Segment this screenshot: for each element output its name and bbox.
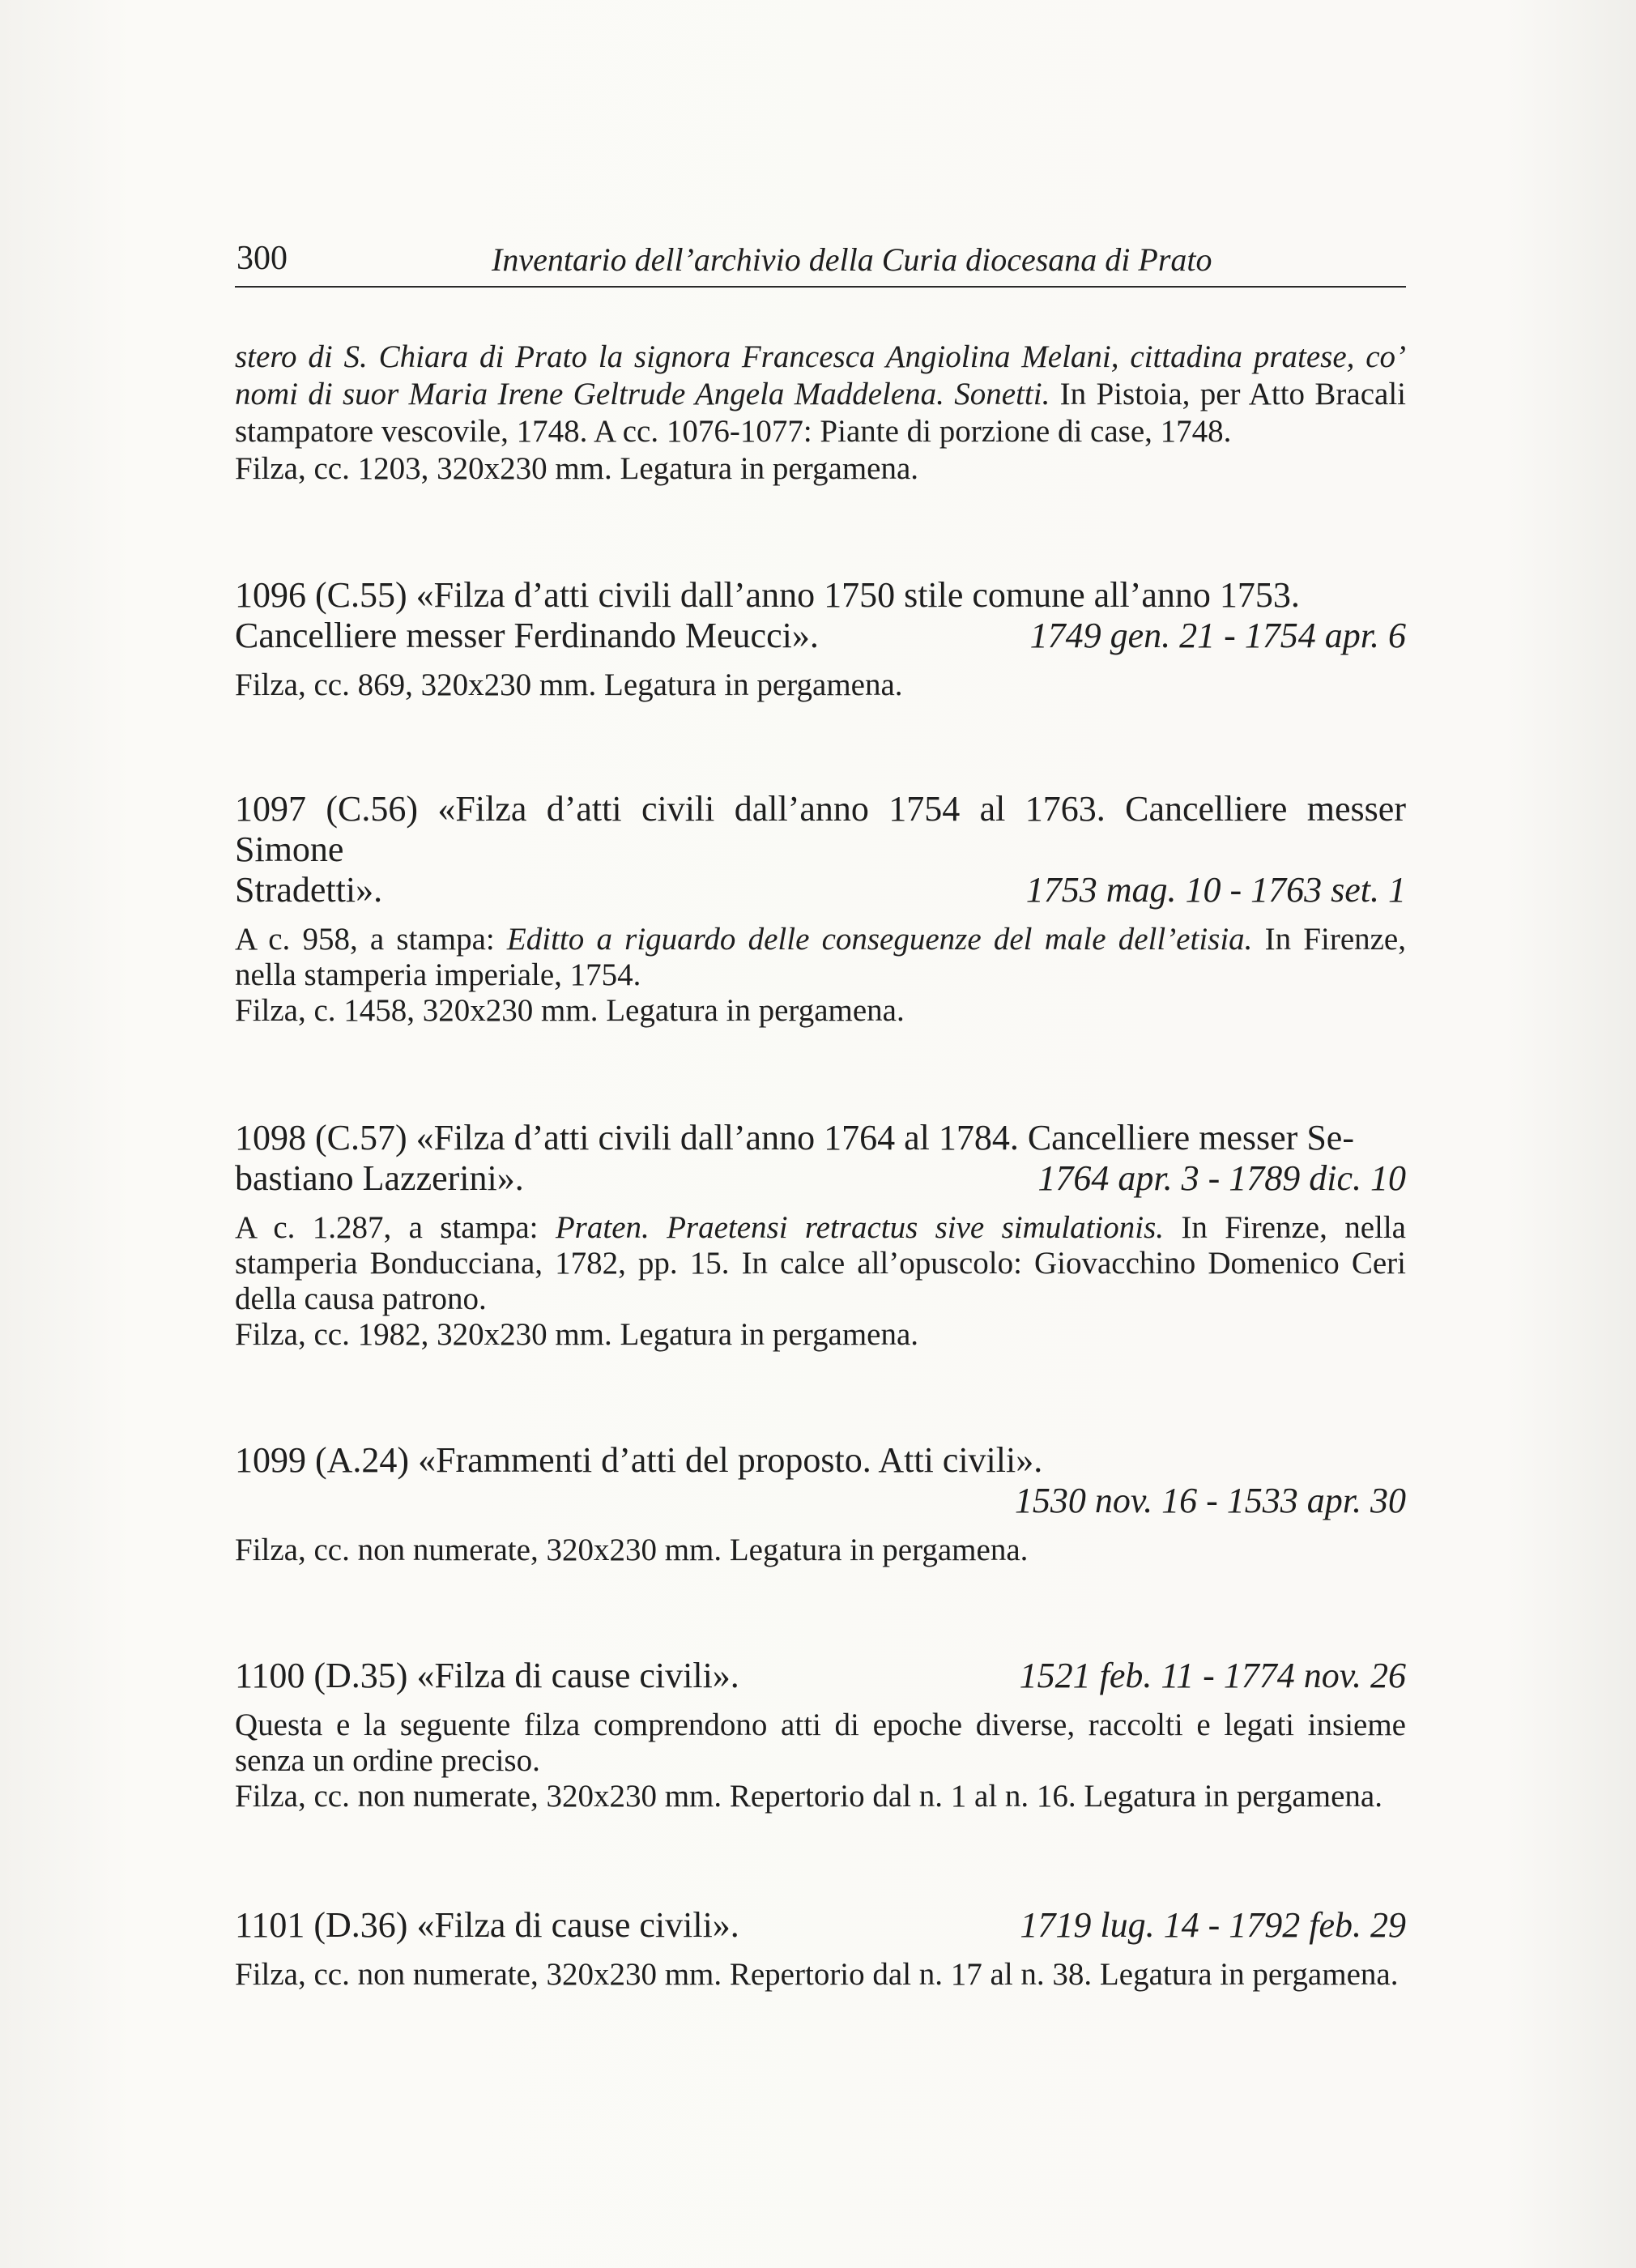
intro-filza: Filza, cc. 1203, 320x230 mm. Legatura in pergamena. — [235, 451, 919, 486]
entry-title: 1097 (C.56) «Filza d’atti civili dall’anno 1754 al 1763. Cancelliere messer Simone — [235, 789, 1406, 869]
entry-title: 1096 (C.55) «Filza d’atti civili dall’anno 1750 stile comune all’anno 1753. — [235, 575, 1300, 615]
entry-date: 1530 nov. 16 - 1533 apr. 30 — [1014, 1481, 1406, 1520]
entry-line: Filza, cc. 869, 320x230 mm. Legatura in pergamena. — [235, 667, 903, 702]
entry-stampa — [235, 1210, 1406, 1317]
entry-body — [235, 1533, 1406, 1568]
entry-date: 1521 feb. 11 - 1774 nov. 26 — [1019, 1656, 1406, 1695]
entry-1097 — [235, 789, 1406, 1029]
entry-title-last-line — [235, 1158, 1406, 1199]
stampa-pre: A c. 1.287, a stampa: — [235, 1210, 556, 1245]
stampa-title: Praten. Praetensi retractus sive simulationis. — [555, 1210, 1165, 1245]
entry-line: Filza, cc. non numerate, 320x230 mm. Legatura in pergamena. — [235, 1533, 1029, 1567]
entry-1101 — [235, 1905, 1406, 1993]
intro-paragraph — [235, 339, 1406, 450]
entry-title-end: Stradetti». — [235, 870, 383, 910]
stampa-post: In Firenze, nella stamperia imperiale, 1754. — [235, 922, 1406, 992]
running-header — [235, 239, 1406, 288]
intro-italic: stero di S. Chiara di Prato la signora Francesca Angiolina Melani, cittadina pratese, co’ nomi di suor Maria Irene Geltrude Angela Maddelena. Sonetti. — [235, 339, 1406, 411]
entry-line: Filza, cc. non numerate, 320x230 mm. Repertorio dal n. 17 al n. 38. Legatura in pergamena. — [235, 1957, 1399, 1992]
entry-line: Questa e la seguente filza comprendono atti di epoche diverse, raccolti e legati insieme senza un ordine preciso. — [235, 1707, 1406, 1778]
entry-body — [235, 1210, 1406, 1353]
running-title: Inventario dell’archivio della Curia diocesana di Prato — [492, 241, 1212, 278]
entry-title-end: Cancelliere messer Ferdinando Meucci». — [235, 616, 819, 655]
stampa-post: In Firenze, nella stamperia Bonducciana, 1782, pp. 15. In calce all’opuscolo: Giovacchino Domenico Ceri della causa patrono. — [235, 1210, 1406, 1316]
entry-date: 1749 gen. 21 - 1754 apr. 6 — [1029, 616, 1406, 655]
page-content — [235, 339, 1406, 1993]
entry-title-end: 1100 (D.35) «Filza di cause civili». — [235, 1656, 739, 1695]
entry-title-last-line — [235, 1656, 1406, 1696]
entry-title-last-line — [235, 1905, 1406, 1946]
entry-date: 1764 apr. 3 - 1789 dic. 10 — [1037, 1158, 1406, 1198]
entry-title-last-line — [235, 616, 1406, 656]
entry-stampa — [235, 922, 1406, 993]
entry-body — [235, 1707, 1406, 1814]
entry-title: 1098 (C.57) «Filza d’atti civili dall’anno 1764 al 1784. Cancelliere messer Se- — [235, 1118, 1354, 1157]
entry-title-last-line — [235, 1481, 1406, 1521]
entry-body — [235, 922, 1406, 1029]
page-number: 300 — [236, 240, 288, 277]
entry-line: Filza, cc. non numerate, 320x230 mm. Repertorio dal n. 1 al n. 16. Legatura in pergamena. — [235, 1779, 1383, 1814]
intro-continuation — [235, 339, 1406, 488]
entry-title: 1099 (A.24) «Frammenti d’atti del proposto. Atti civili». — [235, 1440, 1043, 1480]
entry-1100 — [235, 1656, 1406, 1814]
stampa-pre: A c. 958, a stampa: — [235, 922, 507, 957]
entry-body — [235, 667, 1406, 703]
stampa-title: Editto a riguardo delle conseguenze del male dell’etisia. — [506, 922, 1253, 957]
intro-roman: In Pistoia, per Atto Bracali stampatore vescovile, 1748. A cc. 1076-1077: Piante di porzione di case, 1748. — [235, 377, 1406, 449]
entry-1096 — [235, 575, 1406, 703]
entry-line: Filza, c. 1458, 320x230 mm. Legatura in pergamena. — [235, 993, 905, 1028]
entry-title-end: bastiano Lazzerini». — [235, 1158, 524, 1198]
entry-line: Filza, cc. 1982, 320x230 mm. Legatura in pergamena. — [235, 1317, 919, 1352]
entry-date: 1719 lug. 14 - 1792 feb. 29 — [1020, 1905, 1406, 1945]
entry-1098 — [235, 1118, 1406, 1353]
entry-date: 1753 mag. 10 - 1763 set. 1 — [1025, 870, 1406, 910]
entry-body — [235, 1957, 1406, 1993]
entry-1099 — [235, 1440, 1406, 1568]
entry-title-last-line — [235, 870, 1406, 910]
entry-title-end: 1101 (D.36) «Filza di cause civili». — [235, 1905, 739, 1945]
